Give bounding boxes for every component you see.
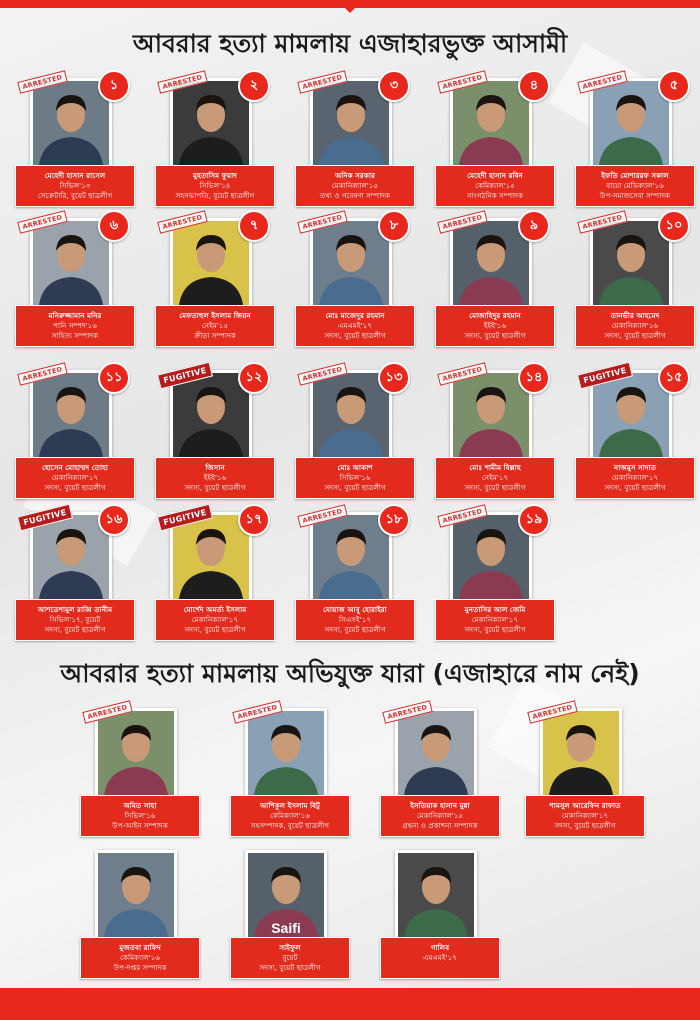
arrested-stamp: ARRESTED <box>437 362 487 385</box>
department-batch: নেইম'১৭ <box>481 473 509 482</box>
portrait-image <box>173 515 249 599</box>
person-name: হোসেন মোহাম্মদ তোহা <box>42 463 108 472</box>
serial-number-badge: ৪ <box>518 70 550 102</box>
department-batch: পানি সম্পদ'১৬ <box>53 321 97 330</box>
portrait-image <box>453 221 529 305</box>
department-batch: মেকানিক্যাল'১৭ <box>561 811 609 820</box>
position-title: সদস্য, বুয়েট ছাত্রলীগ <box>324 483 386 492</box>
name-label <box>295 165 415 207</box>
portrait-image <box>593 221 669 305</box>
serial-number-badge: ৯ <box>518 210 550 242</box>
department-batch: ইইই'১৬ <box>483 321 507 330</box>
serial-number-badge: ১৫ <box>658 362 690 394</box>
department-batch: মেকানিক্যাল'১৫ <box>331 181 379 190</box>
serial-number-badge: ১৩ <box>378 362 410 394</box>
name-label <box>295 305 415 347</box>
arrested-stamp: ARRESTED <box>382 700 432 723</box>
photo-frame <box>395 708 477 798</box>
position-title: সদস্য, বুয়েট ছাত্রলীগ <box>604 483 666 492</box>
serial-number-badge: ৬ <box>98 210 130 242</box>
photo-frame <box>95 708 177 798</box>
bottom-accent-bar <box>0 988 700 1020</box>
serial-number-badge: ১১ <box>98 362 130 394</box>
serial-number-badge: ১ <box>98 70 130 102</box>
serial-number-badge: ৫ <box>658 70 690 102</box>
department-batch: কেমিক্যাল'১৫ <box>475 181 515 190</box>
serial-number-badge: ১৮ <box>378 504 410 536</box>
name-label <box>435 165 555 207</box>
name-label <box>575 305 695 347</box>
department-batch: মেকানিক্যাল'১৭ <box>611 473 659 482</box>
department-batch: সিভিল'১৩ <box>59 181 91 190</box>
position-title: সাংগঠনিক সম্পাদক <box>466 191 524 200</box>
person-name: গালিব <box>430 943 450 952</box>
person-name: মেহেদী হাসান রবিন <box>467 171 523 180</box>
person-name: মোঃ আকাশ <box>337 463 373 472</box>
fugitive-stamp: FUGITIVE <box>157 362 213 390</box>
person-name: অনিক সরকার <box>335 171 375 180</box>
department-batch: সিভিল'১৬ <box>339 473 371 482</box>
portrait-image <box>248 711 324 795</box>
name-label <box>15 305 135 347</box>
name-label <box>15 165 135 207</box>
section-subtitle: আবরার হত্যা মামলায় অভিযুক্ত যারা (এজাহারে নাম নেই) <box>60 659 640 688</box>
serial-number-badge: ১৪ <box>518 362 550 394</box>
department-batch: বুয়েট <box>282 953 298 962</box>
department-batch: মেকানিক্যাল'১৫ <box>416 811 464 820</box>
arrested-stamp: ARRESTED <box>297 70 347 93</box>
person-name: সাইফুল <box>279 943 301 952</box>
person-name: আশতেশামুল রাব্বি তানীম <box>37 605 113 614</box>
name-label <box>80 937 200 979</box>
department-batch: এমএমই'১৭ <box>423 953 457 962</box>
name-label <box>435 305 555 347</box>
name-label <box>295 599 415 641</box>
fugitive-stamp: FUGITIVE <box>17 504 73 532</box>
arrested-stamp: ARRESTED <box>297 210 347 233</box>
department-batch: মেকানিক্যাল'১৭ <box>471 615 519 624</box>
arrested-stamp: ARRESTED <box>577 210 627 233</box>
name-label <box>380 937 500 979</box>
name-label <box>155 457 275 499</box>
department-batch: কেমিক্যাল'১৬ <box>120 953 160 962</box>
photo-frame <box>245 708 327 798</box>
person-name: মনিরুজ্জামান মনির <box>48 311 102 320</box>
portrait-image <box>33 373 109 457</box>
name-label <box>15 457 135 499</box>
name-label <box>155 305 275 347</box>
portrait-image <box>173 221 249 305</box>
name-label <box>155 599 275 641</box>
department-batch: বায়ো মেডিক্যাল'১৬ <box>606 181 664 190</box>
serial-number-badge: ১৭ <box>238 504 270 536</box>
position-title: সদস্য, বুয়েট ছাত্রলীগ <box>604 331 666 340</box>
portrait-image <box>98 853 174 937</box>
portrait-image <box>33 221 109 305</box>
position-title: সদস্য, বুয়েট ছাত্রলীগ <box>184 483 246 492</box>
fugitive-stamp: FUGITIVE <box>157 504 213 532</box>
person-name: মোয়াজ আবু হোরাইরা <box>323 605 387 614</box>
top-notch-decoration <box>343 6 357 13</box>
name-label <box>295 457 415 499</box>
portrait-image <box>543 711 619 795</box>
serial-number-badge: ২ <box>238 70 270 102</box>
arrested-stamp: ARRESTED <box>157 210 207 233</box>
position-title: উপ-আইন সম্পাদক <box>112 821 168 830</box>
position-title: সেক্রেটারি, বুয়েট ছাত্রলীগ <box>37 191 113 200</box>
name-label <box>575 457 695 499</box>
photo-caption-text: Saifi <box>271 920 301 936</box>
position-title: সদস্য, বুয়েট ছাত্রলীগ <box>259 963 321 972</box>
position-title: ক্রীড়া সম্পাদক <box>194 331 236 340</box>
portrait-image <box>453 515 529 599</box>
person-name: মেহেদী হাসান রাসেল <box>44 171 106 180</box>
department-batch: সিভিল'১৪ <box>199 181 231 190</box>
name-label <box>380 795 500 837</box>
name-label <box>15 599 135 641</box>
person-name: অমিত সাহা <box>123 801 157 810</box>
arrested-stamp: ARRESTED <box>17 70 67 93</box>
arrested-stamp: ARRESTED <box>437 504 487 527</box>
portrait-image <box>398 853 474 937</box>
arrested-stamp: ARRESTED <box>157 70 207 93</box>
position-title: সদস্য, বুয়েট ছাত্রলীগ <box>44 483 106 492</box>
arrested-stamp: ARRESTED <box>577 70 627 93</box>
position-title: তথ্য ও গবেষণা সম্পাদক <box>319 191 391 200</box>
position-title: উপ-দপ্তর সম্পাদক <box>113 963 167 972</box>
portrait-image <box>313 81 389 165</box>
portrait-image <box>313 373 389 457</box>
arrested-stamp: ARRESTED <box>437 210 487 233</box>
department-batch: ইইই'১৬ <box>203 473 227 482</box>
department-batch: মেকানিক্যাল'১৭ <box>51 473 99 482</box>
arrested-stamp: ARRESTED <box>82 700 132 723</box>
person-name: মেফতাহুল ইসলাম জিয়ন <box>179 311 251 320</box>
position-title: সদস্য, বুয়েট ছাত্রলীগ <box>324 625 386 634</box>
name-label <box>230 937 350 979</box>
arrested-stamp: ARRESTED <box>232 700 282 723</box>
department-batch: নেইম'১৫ <box>201 321 229 330</box>
position-title: সদস্য, বুয়েট ছাত্রলীগ <box>184 625 246 634</box>
position-title: সদস্য, বুয়েট ছাত্রলীগ <box>554 821 616 830</box>
person-name: মোর্শেদ অমর্ত্য ইসলাম <box>183 605 247 614</box>
portrait-image <box>173 81 249 165</box>
person-name: মোঃ শামীম বিল্লাহ <box>469 463 521 472</box>
portrait-image <box>33 81 109 165</box>
position-title: সদস্য, বুয়েট ছাত্রলীগ <box>464 483 526 492</box>
portrait-image <box>398 711 474 795</box>
arrested-stamp: ARRESTED <box>527 700 577 723</box>
name-label <box>435 457 555 499</box>
person-name: ইসতিয়াক হাসান মুন্না <box>410 801 470 810</box>
position-title: সদস্য, বুয়েট ছাত্রলীগ <box>464 625 526 634</box>
position-title: সদস্য, বুয়েট ছাত্রলীগ <box>464 331 526 340</box>
portrait-image <box>248 853 324 937</box>
position-title: সহসভাপতি, বুয়েট ছাত্রলীগ <box>175 191 255 200</box>
fugitive-stamp: FUGITIVE <box>577 362 633 390</box>
person-name: মুহতাসিম ফুয়াদ <box>193 171 237 180</box>
arrested-stamp: ARRESTED <box>437 70 487 93</box>
portrait-image <box>33 515 109 599</box>
photo-frame <box>540 708 622 798</box>
position-title: সহসম্পাদক, বুয়েট ছাত্রলীগ <box>250 821 330 830</box>
person-name: মোজাহিদুর রহমান <box>469 311 521 320</box>
department-batch: মেকানিক্যাল'১৬ <box>611 321 659 330</box>
arrested-stamp: ARRESTED <box>297 504 347 527</box>
portrait-image <box>313 221 389 305</box>
department-batch: এমএমই'১৭ <box>338 321 372 330</box>
position-title: উপ-সমাজসেবা সম্পাদক <box>599 191 671 200</box>
photo-frame <box>245 850 327 940</box>
department-batch: সিভিল'১৬ <box>124 811 156 820</box>
portrait-image <box>98 711 174 795</box>
department-batch: মেকানিক্যাল'১৭ <box>191 615 239 624</box>
page-title: আবরার হত্যা মামলায় এজাহারভুক্ত আসামী <box>132 29 568 58</box>
photo-frame <box>95 850 177 940</box>
person-name: মুনতাসির আল জেমি <box>464 605 526 614</box>
position-title: সদস্য, বুয়েট ছাত্রলীগ <box>324 331 386 340</box>
name-label <box>575 165 695 207</box>
department-batch: সিভিল'১৭, বুয়েট <box>49 615 101 624</box>
photo-frame <box>395 850 477 940</box>
person-name: মোঃ মাজেদুর রহমান <box>325 311 385 320</box>
name-label <box>435 599 555 641</box>
person-name: আশিকুল ইসলাম বিটু <box>260 801 320 810</box>
name-label <box>230 795 350 837</box>
person-name: জিসান <box>205 463 225 472</box>
position-title: গ্রন্থনা ও প্রকাশনা সম্পাদক <box>402 821 478 830</box>
serial-number-badge: ১২ <box>238 362 270 394</box>
position-title: সাহিত্য সম্পাদক <box>51 331 99 340</box>
portrait-image <box>173 373 249 457</box>
name-label <box>155 165 275 207</box>
serial-number-badge: ১০ <box>658 210 690 242</box>
serial-number-badge: ৭ <box>238 210 270 242</box>
serial-number-badge: ৩ <box>378 70 410 102</box>
portrait-image <box>313 515 389 599</box>
portrait-image <box>453 373 529 457</box>
person-name: তানভীর আহমেদ <box>610 311 660 320</box>
arrested-stamp: ARRESTED <box>297 362 347 385</box>
portrait-image <box>593 81 669 165</box>
arrested-stamp: ARRESTED <box>17 210 67 233</box>
serial-number-badge: ১৬ <box>98 504 130 536</box>
serial-number-badge: ৮ <box>378 210 410 242</box>
arrested-stamp: ARRESTED <box>17 362 67 385</box>
person-name: ইফতি মোশাররফ সকাল <box>601 171 669 180</box>
name-label <box>80 795 200 837</box>
person-name: শামসুল আরেফিন রাফাত <box>549 801 621 810</box>
position-title: সদস্য, বুয়েট ছাত্রলীগ <box>44 625 106 634</box>
portrait-image <box>453 81 529 165</box>
department-batch: কেমিক্যাল'১৬ <box>270 811 310 820</box>
department-batch: সিএসই'১৭ <box>338 615 372 624</box>
name-label <box>525 795 645 837</box>
portrait-image <box>593 373 669 457</box>
serial-number-badge: ১৯ <box>518 504 550 536</box>
person-name: নাজমুস সাদাত <box>613 463 657 472</box>
person-name: মুজতবা রাফিদ <box>119 943 161 952</box>
